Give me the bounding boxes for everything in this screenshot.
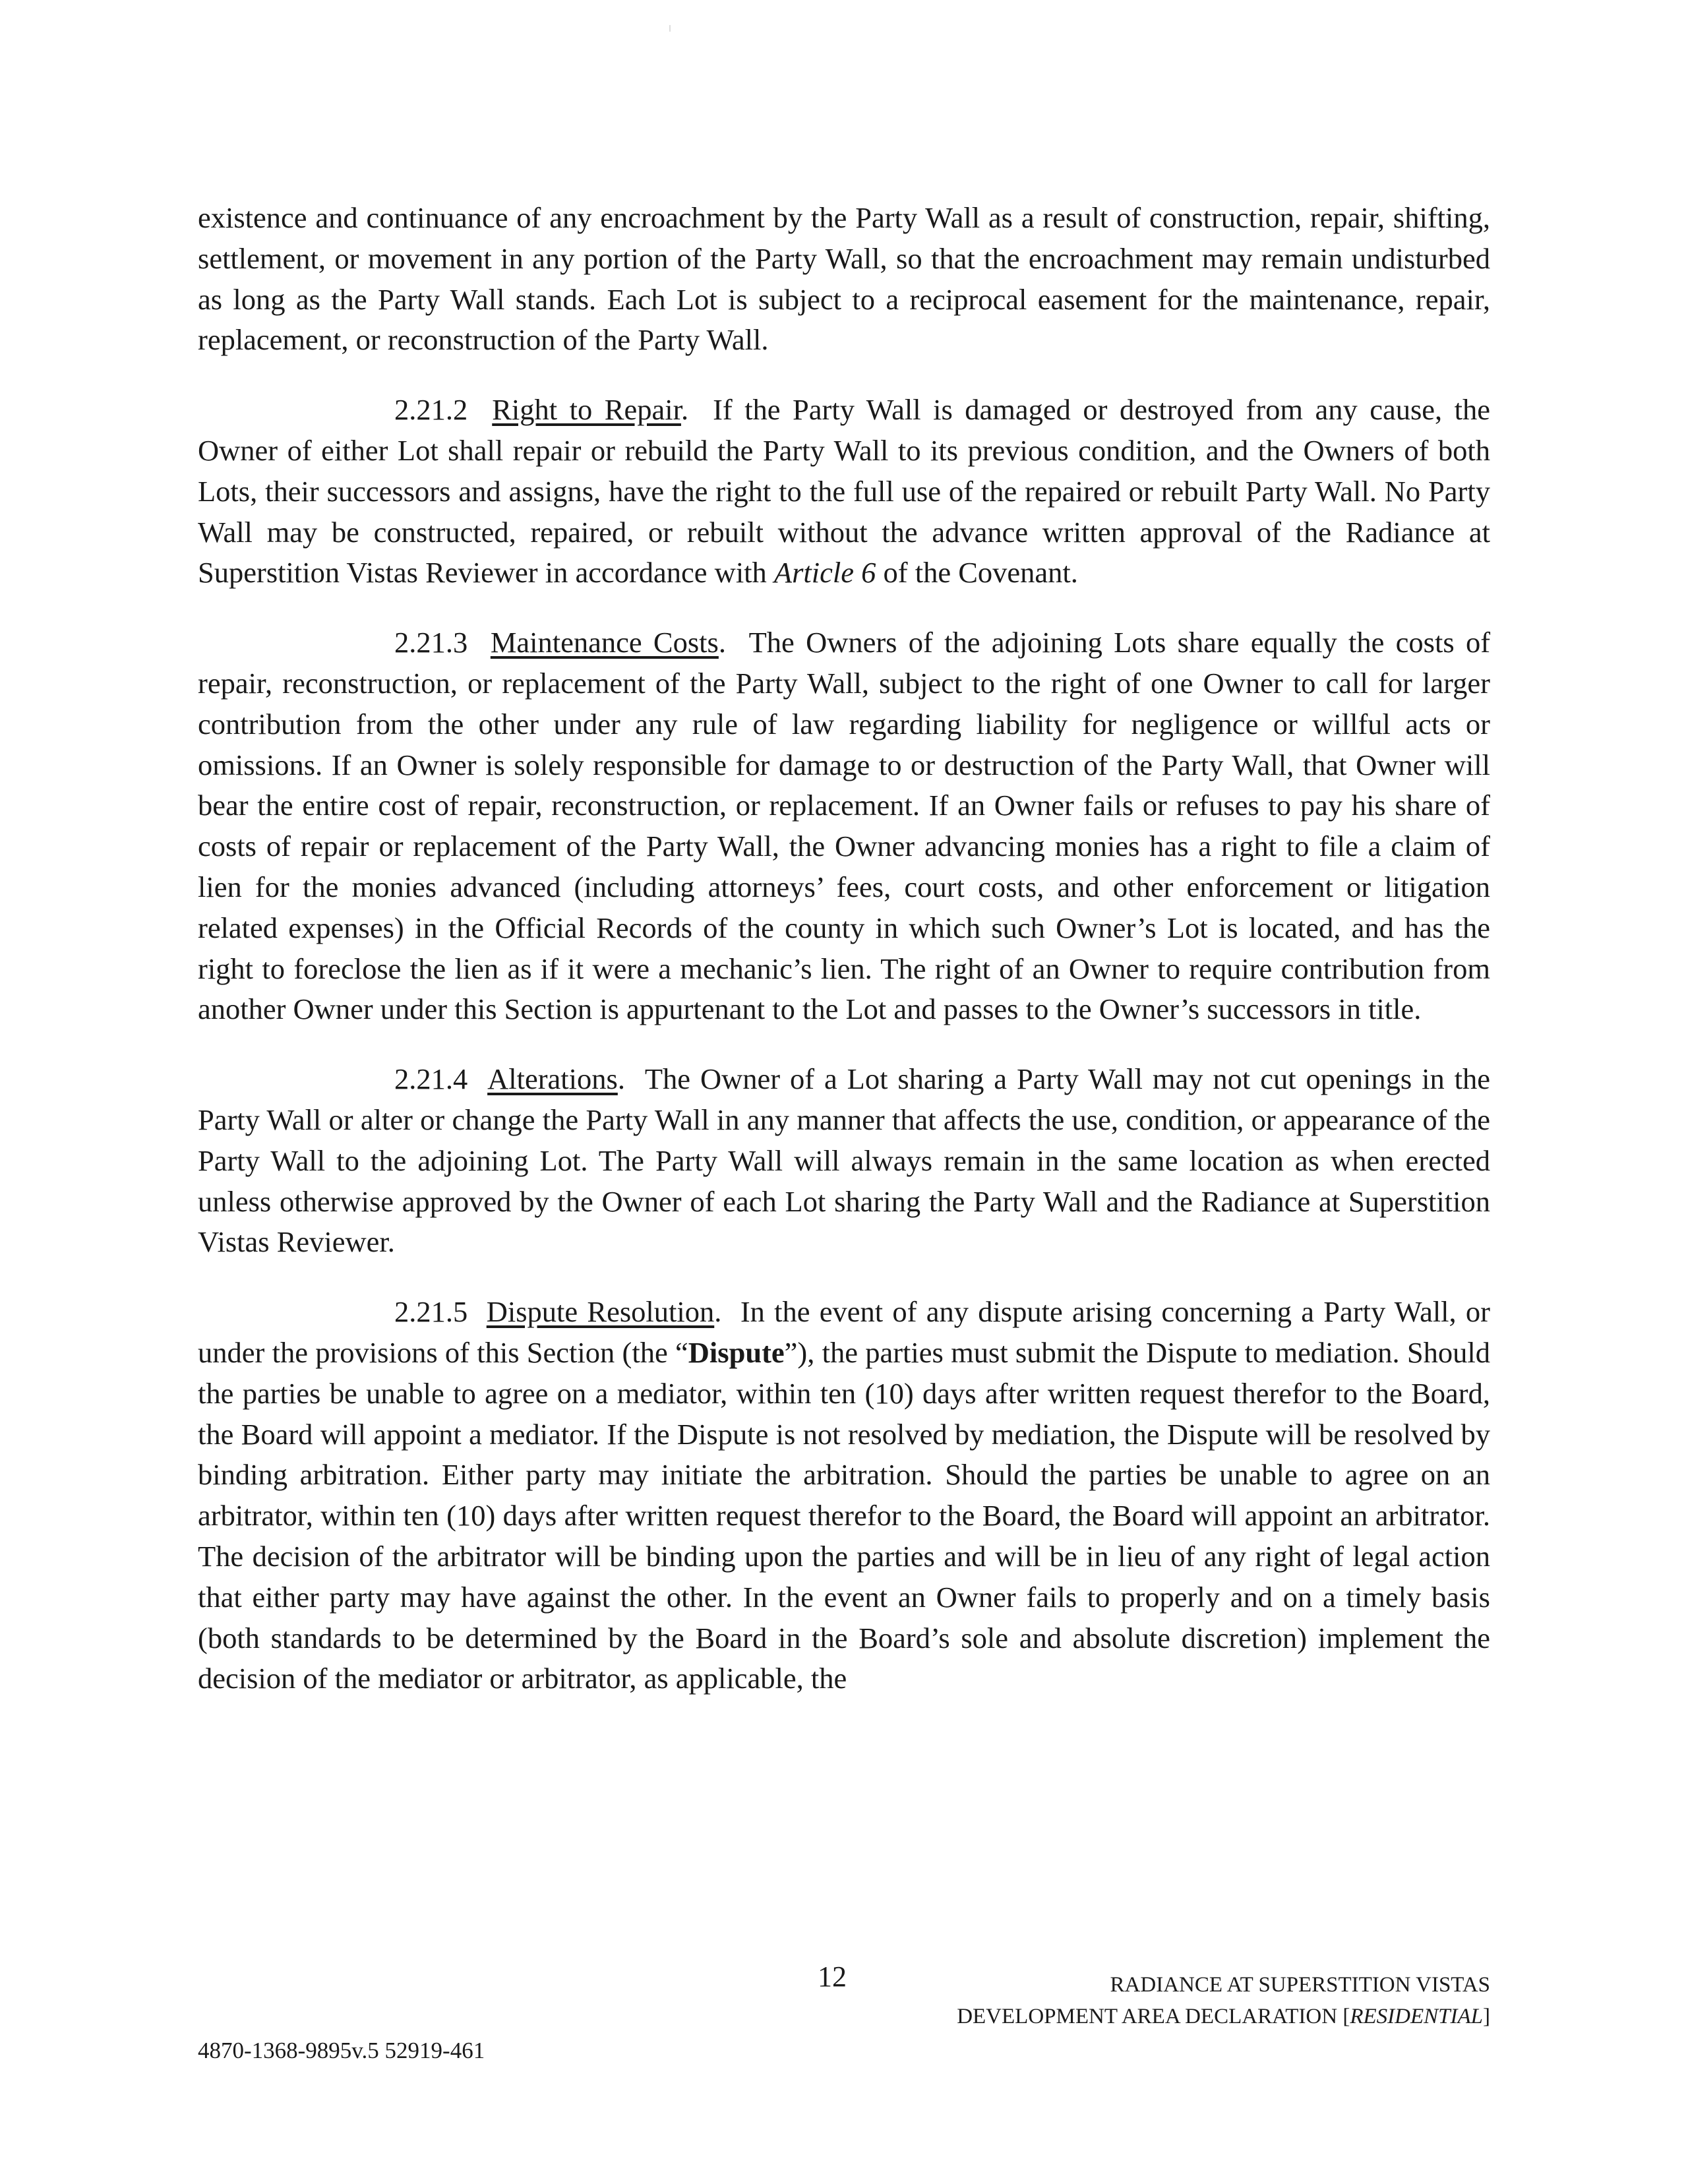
- paragraph-text: The Owner of a Lot sharing a Party Wall may not cut openings in the Party Wall or alter or change the Party Wall in any manner that affects the use, condition, or appearance of the Party Wall to the adjoining Lot. The Party Wall will always remain in the same location as when erected unless otherwise approved by the Owner of each Lot sharing the Party Wall and the Radiance at Superstition Vistas Reviewer.: [198, 1062, 1491, 1259]
- paragraph-text: of the Covenant.: [876, 556, 1078, 590]
- section-number: 2.21.4: [394, 1062, 468, 1096]
- document-body: [198, 198, 1490, 1728]
- continuation-paragraph: [198, 198, 1490, 361]
- section-number: 2.21.2: [394, 393, 468, 427]
- footer-title-line-2-suffix: ]: [1483, 2005, 1490, 2028]
- footer-document-title: [957, 1969, 1490, 2032]
- section-heading: Maintenance Costs: [490, 626, 719, 659]
- section-paragraph: 2.21.4 Alterations. The Owner of a Lot sharing a Party Wall may not cut openings in the Party Wall or alter or change the Party Wall in any manner that affects the use, condition, or appearance of the Party Wall to the adjoining Lot. The Party Wall will always remain in the same location as when erected unless otherwise approved by the Owner of each Lot sharing the Party Wall and the Radiance at Superstition Vistas Reviewer.: [198, 1062, 1491, 1259]
- section-number: 2.21.5: [394, 1295, 468, 1329]
- scan-artifact: [669, 25, 671, 32]
- article-reference: Article 6: [773, 556, 876, 590]
- section-heading: Alterations: [487, 1062, 618, 1096]
- footer-title-line-2: [957, 2001, 1490, 2032]
- footer-title-line-1: RADIANCE AT SUPERSTITION VISTAS: [1110, 1973, 1490, 1997]
- defined-term: Dispute: [688, 1335, 785, 1369]
- section-number: 2.21.3: [394, 626, 468, 659]
- section-heading: Dispute Resolution: [486, 1295, 715, 1329]
- paragraph-text: existence and continuance of any encroachment by the Party Wall as a result of construction, repair, shifting, settlement, or movement in any portion of the Party Wall, so that the encroachment may remain undisturbed as long as the Party Wall stands. Each Lot is subject to a reciprocal easement for the maintenance, repair, replacement, or reconstruction of the Party Wall.: [198, 201, 1490, 357]
- footer-title-line-2-prefix: DEVELOPMENT AREA DECLARATION [: [957, 2005, 1350, 2028]
- paragraph-text: The Owners of the adjoining Lots share equally the costs of repair, reconstruction, or replacement of the Party Wall, subject to the right of one Owner to call for larger contribution from the other under any rule of law regarding liability for negligence or willful acts or omissions. If an Owner is solely responsible for damage to or destruction of the Party Wall, that Owner will bear the entire cost of repair, reconstruction, or replacement. If an Owner fails or refuses to pay his share of costs of repair or replacement of the Party Wall, the Owner advancing monies has a right to file a claim of lien for the monies advanced (including attorneys’ fees, court costs, and other enforcement or litigation related expenses) in the Official Records of the county in which such Owner’s Lot is located, and has the right to foreclose the lien as if it were a mechanic’s lien. The right of an Owner to require contribution from another Owner under this Section is appurtenant to the Lot and passes to the Owner’s successors in title.: [198, 626, 1491, 1026]
- footer-title-line-2-italic: RESIDENTIAL: [1350, 2005, 1483, 2028]
- section-paragraph: 2.21.5 Dispute Resolution. In the event of any dispute arising concerning a Party Wall, or under the provisions of this Section (the “Dispute”), the parties must submit the Dispute to mediation. Should the parties be unable to agree on a mediator, within ten (10) days after written request therefor to the Board, the Board will appoint a mediator. If the Dispute is not resolved by mediation, the Dispute will be resolved by binding arbitration. Either party may initiate the arbitration. Should the parties be unable to agree on an arbitrator, within ten (10) days after written request therefor to the Board, the Board will appoint an arbitrator. The decision of the arbitrator will be binding upon the parties and will be in lieu of any right of legal action that either party may have against the other. In the event an Owner fails to properly and on a timely basis (both standards to be determined by the Board in the Board’s sole and absolute discretion) implement the decision of the mediator or arbitrator, as applicable, the: [198, 1295, 1490, 1695]
- section-paragraph: 2.21.2 Right to Repair. If the Party Wall is damaged or destroyed from any cause, the Owner of either Lot shall repair or rebuild the Party Wall to its previous condition, and the Owners of both Lots, their successors and assigns, have the right to the full use of the repaired or rebuilt Party Wall. No Party Wall may be constructed, repaired, or rebuilt without the advance written approval of the Radiance at Superstition Vistas Reviewer in accordance with Article 6 of the Covenant.: [198, 393, 1491, 590]
- page-number: 12: [818, 1960, 847, 1993]
- paragraph-text: In the event of any dispute arising concerning a Party Wall, or under the provisions of this Section (the “: [198, 1295, 1490, 1369]
- paragraph-text: If the Party Wall is damaged or destroyed from any cause, the Owner of either Lot shall repair or rebuild the Party Wall to its previous condition, and the Owners of both Lots, their successors and assigns, have the right to the full use of the repaired or rebuilt Party Wall. No Party Wall may be constructed, repaired, or rebuilt without the advance written approval of the Radiance at Superstition Vistas Reviewer in accordance with: [198, 393, 1491, 590]
- document-id: 4870-1368-9895v.5 52919-461: [198, 2038, 485, 2063]
- paragraph-text: ”), the parties must submit the Dispute to mediation. Should the parties be unable to agree on a mediator, within ten (10) days after written request therefor to the Board, the Board will appoint a mediator. If the Dispute is not resolved by mediation, the Dispute will be resolved by binding arbitration. Either party may initiate the arbitration. Should the parties be unable to agree on an arbitrator, within ten (10) days after written request therefor to the Board, the Board will appoint an arbitrator. The decision of the arbitrator will be binding upon the parties and will be in lieu of any right of legal action that either party may have against the other. In the event an Owner fails to properly and on a timely basis (both standards to be determined by the Board in the Board’s sole and absolute discretion) implement the decision of the mediator or arbitrator, as applicable, the: [198, 1335, 1490, 1695]
- section-heading: Right to Repair: [492, 393, 681, 427]
- section-paragraph: 2.21.3 Maintenance Costs. The Owners of the adjoining Lots share equally the costs of repair, reconstruction, or replacement of the Party Wall, subject to the right of one Owner to call for larger contribution from the other under any rule of law regarding liability for negligence or willful acts or omissions. If an Owner is solely responsible for damage to or destruction of the Party Wall, that Owner will bear the entire cost of repair, reconstruction, or replacement. If an Owner fails or refuses to pay his share of costs of repair or replacement of the Party Wall, the Owner advancing monies has a right to file a claim of lien for the monies advanced (including attorneys’ fees, court costs, and other enforcement or litigation related expenses) in the Official Records of the county in which such Owner’s Lot is located, and has the right to foreclose the lien as if it were a mechanic’s lien. The right of an Owner to require contribution from another Owner under this Section is appurtenant to the Lot and passes to the Owner’s successors in title.: [198, 626, 1491, 1026]
